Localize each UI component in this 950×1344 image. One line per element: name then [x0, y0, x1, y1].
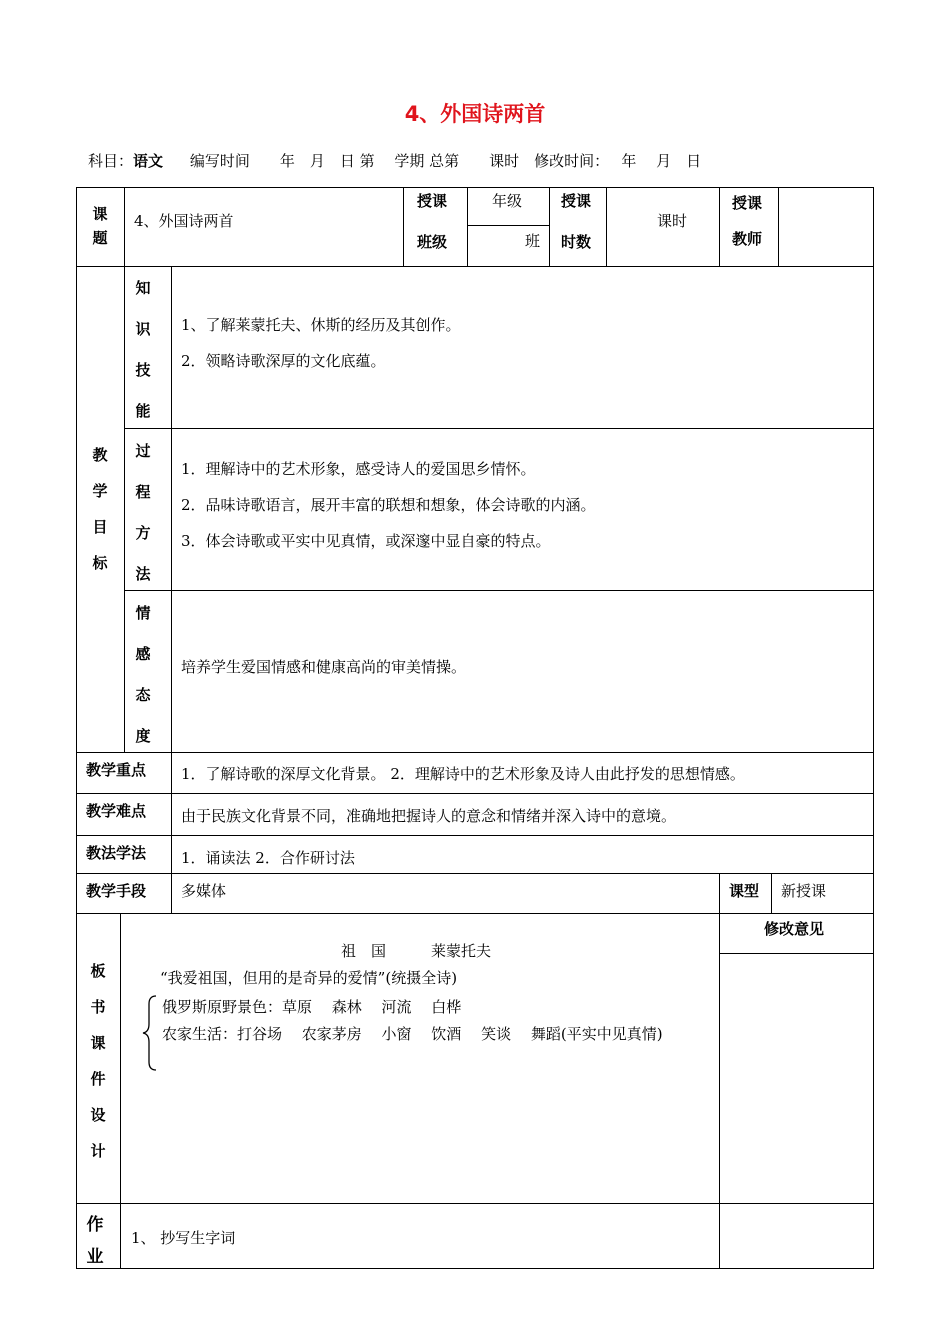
rule: [124, 590, 874, 591]
means-text: 多媒体: [181, 882, 227, 900]
knowledge-label: [131, 268, 155, 432]
hours-value: 课时: [657, 212, 688, 230]
type-value: 新授课: [781, 882, 827, 900]
homework-label: [83, 1209, 107, 1273]
method-label: 教法学法: [86, 844, 147, 862]
teacher-label-top: 授课: [732, 194, 763, 212]
rule: [76, 1268, 874, 1269]
rule: [76, 752, 874, 753]
class-label-top: 授课: [417, 192, 448, 210]
label-char: 计: [90, 1142, 106, 1160]
rule: [719, 187, 720, 266]
rule: [76, 835, 874, 836]
page-title: 4、外国诗两首: [404, 102, 546, 126]
label-char: 过: [135, 442, 151, 460]
rule: [549, 187, 550, 266]
teacher-label-bottom: 教师: [732, 230, 763, 248]
rule: [76, 873, 874, 874]
objectives-label: [88, 437, 112, 581]
hours-label-top: 授课: [561, 192, 592, 210]
board-line: “我爱祖国，但用的是奇异的爱情”(统摄全诗): [160, 969, 458, 987]
label-char: 知: [135, 279, 151, 297]
knowledge-item: 1、了解莱蒙托夫、休斯的经历及其创作。: [181, 316, 461, 334]
label-char: 态: [135, 686, 151, 704]
rule: [124, 187, 125, 266]
header-meta: 编写时间 年 月 日 第 学期 总第 课时 修改时间： 年 月 日: [189, 152, 702, 170]
subject-value: 语文: [133, 152, 164, 170]
knowledge-item: 2．领略诗歌深厚的文化底蕴。: [181, 352, 386, 370]
rule: [606, 187, 607, 266]
rule: [76, 793, 874, 794]
process-item: 2．品味诗歌语言，展开丰富的联想和想象，体会诗歌的内涵。: [181, 496, 596, 514]
grade-cell: 年级: [492, 192, 523, 210]
difficulty-text: 由于民族文化背景不同，准确地把握诗人的意念和情绪并深入诗中的意境。: [181, 807, 677, 825]
board-label: [86, 953, 110, 1169]
subject-label: 科目：: [88, 152, 134, 170]
method-text: 1．诵读法 2．合作研讨法: [181, 849, 355, 867]
rule: [873, 187, 874, 1269]
label-char: 情: [135, 604, 151, 622]
lesson-label: [88, 202, 112, 250]
rule: [76, 913, 874, 914]
label-char: 业: [86, 1247, 104, 1267]
emotion-text: 培养学生爱国情感和健康高尚的审美情操。: [181, 658, 467, 676]
key-text: 1．了解诗歌的深厚文化背景。 2．理解诗中的艺术形象及诗人由此抒发的思想情感。: [181, 765, 745, 783]
brace-icon: [142, 994, 160, 1072]
label-char: 学: [92, 482, 108, 500]
rule: [120, 913, 121, 1269]
label-char: 方: [135, 524, 151, 542]
rule: [171, 266, 172, 913]
class-cell: 班: [525, 232, 541, 250]
rule: [719, 873, 720, 913]
label-char: 度: [135, 727, 151, 745]
board-line: 俄罗斯原野景色：草原 森林 河流 白桦: [162, 998, 462, 1016]
label-char: 感: [135, 645, 151, 663]
rule: [719, 953, 874, 954]
label-char: 识: [135, 320, 151, 338]
label-char: 法: [135, 565, 151, 583]
label-char: 板: [90, 962, 106, 980]
label-char: 设: [90, 1106, 106, 1124]
rule: [771, 873, 772, 913]
board-line: 农家生活：打谷场 农家茅房 小窗 饮酒 笑谈 舞蹈(平实中见真情): [162, 1025, 663, 1043]
label-char: 件: [90, 1070, 106, 1088]
rule: [76, 187, 77, 1269]
label-char: 目: [92, 518, 108, 536]
label-char: 作: [86, 1215, 104, 1235]
process-item: 3．体会诗歌或平实中见真情，或深邃中显自豪的特点。: [181, 532, 551, 550]
label-char: 能: [135, 402, 151, 420]
rule: [403, 187, 404, 266]
rule: [778, 187, 779, 266]
lesson-title: 4、外国诗两首: [134, 212, 234, 230]
rule: [467, 187, 468, 266]
label-char: 程: [135, 483, 151, 501]
process-label: [131, 431, 155, 595]
label-char: 教: [92, 446, 108, 464]
label-char: 课: [92, 205, 108, 223]
homework-text: 1、 抄写生字词: [131, 1229, 236, 1247]
emotion-label: [131, 593, 155, 757]
type-label: 课型: [729, 882, 760, 900]
rule: [76, 266, 874, 267]
label-char: 技: [135, 361, 151, 379]
rule: [124, 428, 874, 429]
difficulty-label: 教学难点: [86, 802, 147, 820]
label-char: 题: [92, 229, 108, 247]
board-line: 祖 国 莱蒙托夫: [341, 942, 492, 960]
label-char: 标: [92, 554, 108, 572]
label-char: 书: [90, 998, 106, 1016]
means-label: 教学手段: [86, 882, 147, 900]
revision-label: 修改意见: [764, 920, 825, 938]
rule: [467, 225, 549, 226]
rule: [76, 1203, 874, 1204]
key-label: 教学重点: [86, 761, 147, 779]
rule: [719, 913, 720, 1268]
class-label-bottom: 班级: [417, 233, 448, 251]
process-item: 1．理解诗中的艺术形象，感受诗人的爱国思乡情怀。: [181, 460, 536, 478]
header-line: [88, 150, 701, 171]
hours-label-bottom: 时数: [561, 233, 592, 251]
rule: [76, 187, 874, 188]
rule: [124, 266, 125, 752]
label-char: 课: [90, 1034, 106, 1052]
